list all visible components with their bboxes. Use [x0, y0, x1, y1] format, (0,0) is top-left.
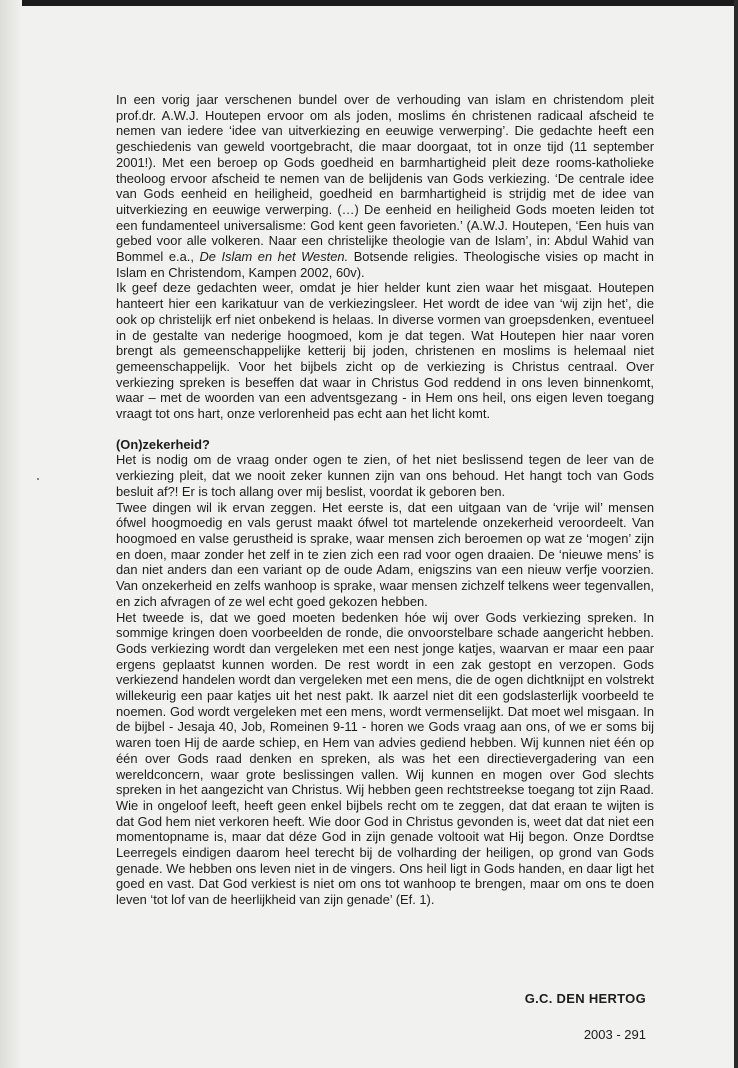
- paragraph-2: Ik geef deze gedachten weer, omdat je hier helder kunt zien waar het misgaat. Houtepen hanteert hier een karikatuur van de verkiezingsleer. Het wordt de idee van ‘wij zijn het’, die ook op christelijk erf niet onbekend is helaas. In diverse vormen van groepsdenken, eventueel in de gestalte van nederige hoogmoed, kom je dat tegen. Wat Houtepen hier naar voren brengt als gemeenschappelijke ketterij bij joden, christenen en moslims is helemaal niet gemeenschappelijk. Voor het bijbels zicht op de verkiezing is Christus centraal. Over verkiezing spreken is beseffen dat waar in Christus God reddend in ons leven binnenkomt, waar – met de woorden van een adventsgezang - in Hem ons heil, ons eigen leven toegang vraagt tot ons hart, onze verlorenheid pas echt aan het licht komt.: [116, 280, 654, 422]
- paragraph-1-tail: Botsende religies. Theologische visies op macht in Islam en Christendom, Kampen 2002, 60v).: [116, 249, 654, 280]
- scan-speck: [37, 478, 39, 480]
- paragraph-3: Het is nodig om de vraag onder ogen te zien, of het niet beslissend tegen de leer van de verkiezing pleit, dat we nooit zeker kunnen zijn van ons behoud. Het hangt toch van Gods besluit af?! Er is toch allang over mij beslist, voordat ik geboren ben.: [116, 452, 654, 499]
- scan-top-edge: [0, 0, 738, 6]
- article-body: [116, 92, 654, 908]
- book-title: De Islam en het Westen.: [199, 249, 349, 265]
- page-number: 2003 - 291: [583, 1027, 646, 1042]
- paragraph-5: Het tweede is, dat we goed moeten bedenken hóe wij over Gods verkiezing spreken. In sommige kringen doen voorbeelden de ronde, die onvoorstelbare schade aangericht hebben. Gods verkiezing wordt dan vergeleken met een nest jonge katjes, waarvan er maar een paar ergens geplaatst kunnen worden. De rest wordt in een zak gestopt en verzopen. Gods verkiezend handelen wordt dan vergeleken met een mens, die de ogen dichtknijpt en volstrekt willekeurig een paar katjes uit het nest pakt. Ik aarzel niet dit een godslasterlijk voorbeeld te noemen. God wordt vergeleken met een mens, wordt vermenselijkt. Dat moet wel misgaan. In de bijbel - Jesaja 40, Job, Romeinen 9-11 - horen we Gods vraag aan ons, of we er soms bij waren toen Hij de aarde schiep, en Hem van advies gediend hebben. Wij kunnen niet één op één over Gods raad denken en spreken, als was het een directievergadering van een wereldconcern, waar grote beslissingen vallen. Wij kunnen en mogen over God slechts spreken in het aangezicht van Christus. Wij hebben geen rechtstreekse toegang tot zijn Raad. Wie in ongeloof leeft, heeft geen enkel bijbels recht om te zeggen, dat dat eraan te wijten is dat God hem niet verkoren heeft. Wie door God in Christus gevonden is, weet dat dat niet een momentopname is, maar dat déze God in zijn genade voltooit wat Hij begon. Onze Dordtse Leerregels eindigen daarom heel terecht bij de volharding der heiligen, op grond van Gods genade. We hebben ons leven niet in de vingers. Ons heil ligt in Gods handen, en daar ligt het goed en vast. Dat God verkiest is niet om ons tot wanhoop te brengen, maar om ons te doen leven ‘tot lof van de heerlijkheid van zijn genade’ (Ef. 1).: [116, 609, 654, 908]
- paragraph-1-text: In een vorig jaar verschenen bundel over de verhouding van islam en christendom pleit prof.dr. A.W.J. Houtepen ervoor om als joden, moslims én christenen radicaal afscheid te nemen van iedere ‘idee van uitverkiezing en eeuwige verwerping’. Die gedachte heeft een geschiedenis van geweld voortgebracht, die maar doorgaat, tot in onze tijd (11 september 2001!). Met een beroep op Gods goedheid en barmhartigheid pleit deze rooms-katholieke theoloog ervoor afscheid te nemen van de belijdenis van Gods verkiezing. ‘De centrale idee van Gods eenheid en heiligheid, goedheid en barmhartigheid is strijdig met de idee van uitverkiezing en eeuwige verwerping. (…) De eenheid en heiligheid Gods moeten leiden tot een fundamenteel universalisme: God kent geen favorieten.’ (A.W.J. Houtepen, ‘Een huis van gebed voor alle volkeren. Naar een christelijke theologie van de Islam’, in: Abdul Wahid van Bommel e.a.,: [116, 92, 654, 265]
- scan-right-edge: [734, 0, 738, 1068]
- scan-binding-shadow: [0, 0, 22, 1068]
- author-signature: G.C. DEN HERTOG: [524, 991, 646, 1006]
- paragraph-4: Twee dingen wil ik ervan zeggen. Het eerste is, dat een uitgaan van de ‘vrije wil’ mensen ófwel hoogmoedig en vals gerust maakt ófwel tot martelende onzekerheid veroordeelt. Van hoogmoed en valse gerustheid is sprake, waar mensen zich beroemen op wat ze ‘mogen’ zijn en doen, maar zonder het zelf in te zien zich een rad voor ogen draaien. De ‘nieuwe mens’ is dan niet anders dan een variant op de oude Adam, enigszins van een nieuw verfje voorzien. Van onzekerheid en zelfs wanhoop is sprake, waar mensen zichzelf telkens weer tegenvallen, en zich afvragen of ze wel echt goed gekozen hebben.: [116, 499, 654, 609]
- section-heading: (On)zekerheid?: [116, 436, 210, 452]
- paragraph-1: [116, 92, 654, 280]
